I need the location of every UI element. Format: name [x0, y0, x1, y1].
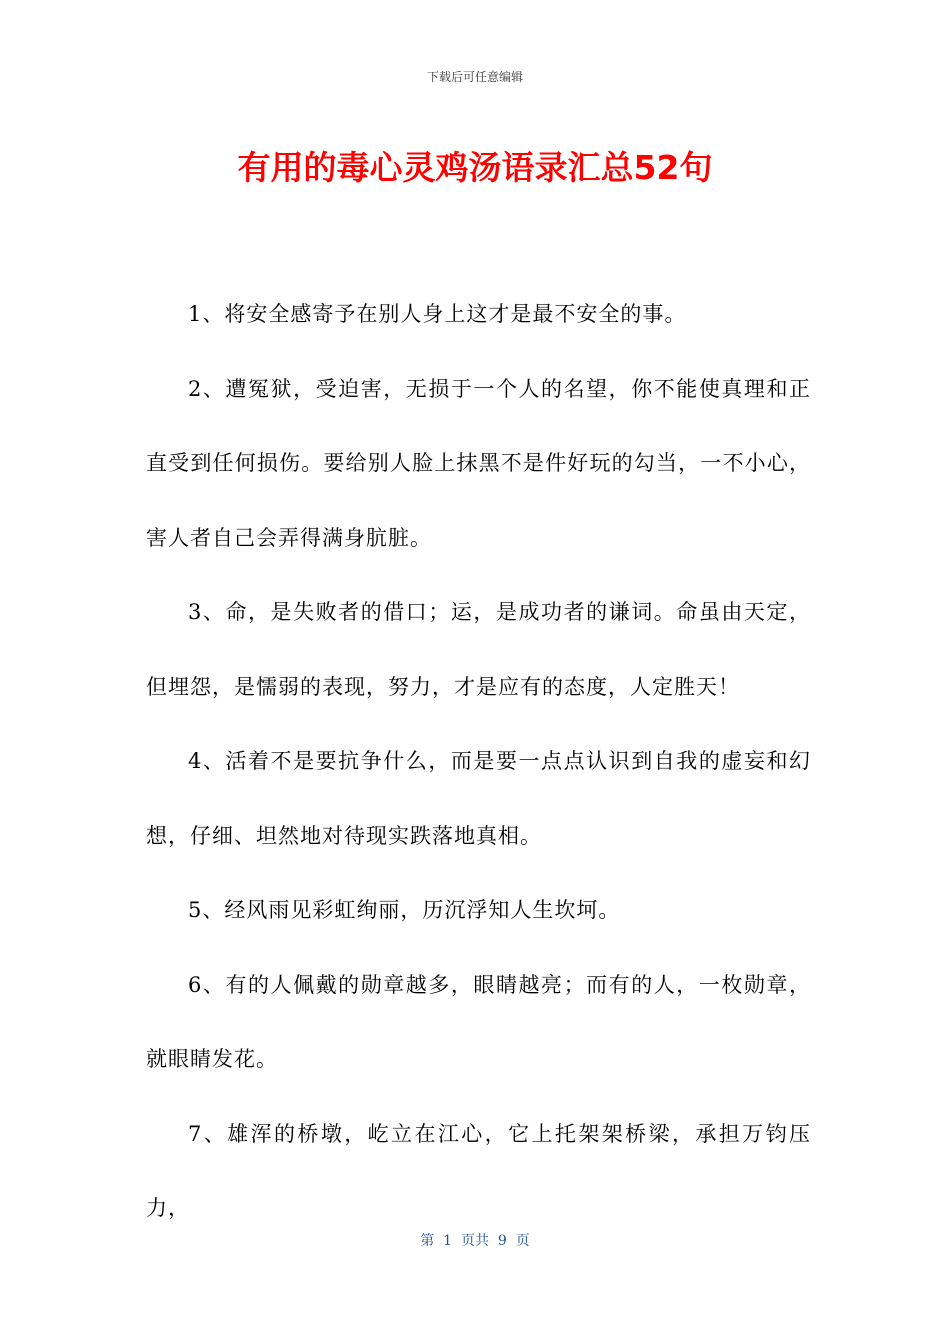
- header-note: 下载后可任意编辑: [426, 70, 523, 84]
- paragraph-7: 7、雄浑的桥墩，屹立在江心，它上托架架桥梁，承担万钧压力，: [146, 1121, 811, 1220]
- paragraph-1: 1、将安全感寄予在别人身上这才是最不安全的事。: [188, 302, 687, 326]
- paragraph-4: 4、活着不是要抗争什么，而是要一点点认识到自我的虚妄和幻想，仔细、坦然地对待现实跌落地真相。: [146, 749, 811, 848]
- paragraph-5: 5、经风雨见彩虹绚丽，历沉浮知人生坎坷。: [188, 898, 621, 922]
- document-body: [146, 277, 811, 1246]
- paragraph-2: 2、遭冤狱，受迫害，无损于一个人的名望，你不能使真理和正直受到任何损伤。要给别人脸上抹黑不是件好玩的勾当，一不小心，害人者自己会弄得满身肮脏。: [146, 376, 811, 550]
- page-number-footer: 第 1 页共 9 页: [420, 1233, 530, 1249]
- paragraph-3: 3、命，是失败者的借口；运，是成功者的谦词。命虽由天定，但埋怨，是懦弱的表现，努力，才是应有的态度，人定胜天！: [146, 600, 811, 699]
- paragraph-6: 6、有的人佩戴的勋章越多，眼睛越亮；而有的人，一枚勋章，就眼睛发花。: [146, 972, 811, 1071]
- document-title: 有用的毒心灵鸡汤语录汇总52句: [237, 148, 713, 187]
